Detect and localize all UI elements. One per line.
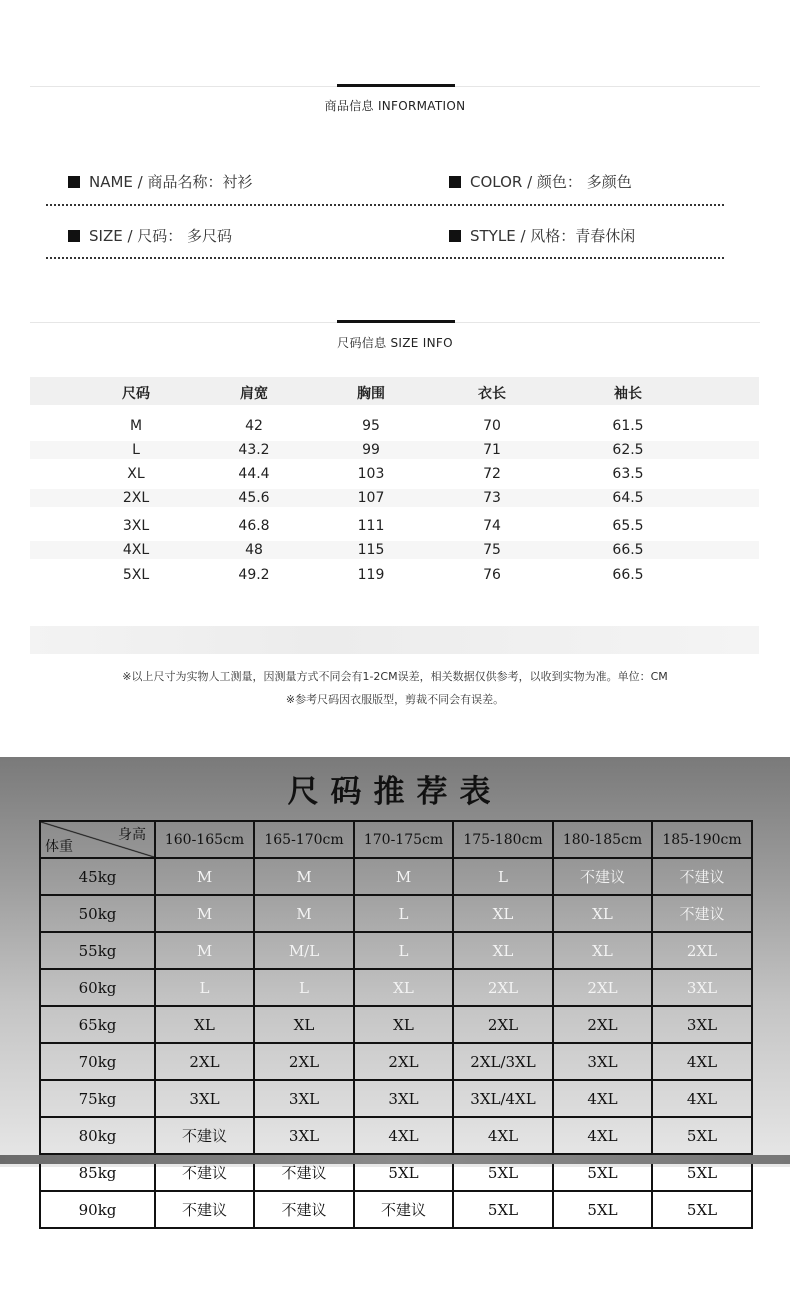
recommend-header-row	[40, 821, 752, 858]
size-value-cell: 70	[483, 418, 501, 434]
size-recommend-cell: 不建议	[254, 1154, 354, 1191]
size-value-cell: 66.5	[612, 542, 644, 558]
size-recommend-cell: 3XL	[652, 969, 752, 1006]
footer-band	[30, 626, 759, 654]
size-recommend-cell: L	[155, 969, 254, 1006]
size-section-title: 尺码信息 SIZE INFO	[337, 336, 453, 350]
size-value-cell: 62.5	[612, 442, 644, 458]
size-recommend-cell: 3XL	[254, 1080, 354, 1117]
size-recommend-cell: 不建议	[354, 1191, 453, 1228]
size-recommend-cell: 2XL	[553, 1006, 652, 1043]
size-value-cell: 75	[483, 542, 501, 558]
size-label-cell: 5XL	[122, 567, 150, 583]
size-recommend-cell: 5XL	[652, 1154, 752, 1191]
size-value-cell: 76	[483, 567, 501, 583]
size-recommend-cell: XL	[155, 1006, 254, 1043]
size-recommend-cell: 2XL	[155, 1043, 254, 1080]
corner-cell	[40, 821, 155, 858]
info-size	[68, 225, 232, 246]
size-col-header: 尺码	[122, 386, 150, 402]
size-recommend-cell: M	[155, 895, 254, 932]
size-recommend-cell: 3XL	[155, 1080, 254, 1117]
size-value-cell: 71	[483, 442, 501, 458]
size-recommend-cell: 4XL	[453, 1117, 553, 1154]
size-recommend-cell: 4XL	[553, 1117, 652, 1154]
title-accent-bar	[337, 84, 455, 87]
size-recommend-cell: 2XL	[354, 1043, 453, 1080]
weight-cell: 45kg	[40, 858, 155, 895]
size-recommend-cell: 5XL	[652, 1117, 752, 1154]
size-value-cell: 74	[483, 518, 501, 534]
size-recommend-cell: 不建议	[652, 895, 752, 932]
weight-cell: 85kg	[40, 1154, 155, 1191]
size-recommend-cell: M	[354, 858, 453, 895]
size-recommend-cell: 3XL	[354, 1080, 453, 1117]
size-recommend-cell: 5XL	[553, 1191, 652, 1228]
weight-cell: 75kg	[40, 1080, 155, 1117]
size-recommend-cell: XL	[354, 1006, 453, 1043]
size-recommend-cell: 不建议	[155, 1117, 254, 1154]
size-recommend-cell: 3XL	[652, 1006, 752, 1043]
info-name	[68, 171, 253, 192]
size-value-cell: 72	[483, 466, 501, 482]
weight-cell: 55kg	[40, 932, 155, 969]
info-color-text: COLOR / 颜色： 多颜色	[470, 173, 632, 191]
info-style-text: STYLE / 风格：青春休闲	[470, 227, 636, 245]
size-value-cell: 119	[357, 567, 385, 583]
title-accent-bar	[337, 320, 455, 323]
size-recommend-cell: 4XL	[652, 1043, 752, 1080]
height-header: 170-175cm	[354, 821, 453, 858]
size-value-cell: 66.5	[612, 567, 644, 583]
bullet-square-icon	[449, 176, 461, 188]
size-recommend-cell: XL	[553, 895, 652, 932]
size-label-cell: L	[132, 442, 140, 458]
corner-weight-label: 体重	[45, 839, 73, 855]
size-recommend-cell: 2XL	[553, 969, 652, 1006]
size-value-cell: 44.4	[238, 466, 270, 482]
recommend-row	[40, 1191, 752, 1228]
height-header: 180-185cm	[553, 821, 652, 858]
weight-cell: 50kg	[40, 895, 155, 932]
size-value-cell: 103	[357, 466, 385, 482]
size-recommend-cell: 2XL	[453, 969, 553, 1006]
size-value-cell: 115	[357, 542, 385, 558]
size-recommend-cell: M	[254, 858, 354, 895]
size-label-cell: 2XL	[122, 490, 150, 506]
size-value-cell: 95	[362, 418, 380, 434]
info-name-text: NAME / 商品名称：衬衫	[89, 173, 253, 191]
size-recommend-cell: XL	[453, 932, 553, 969]
height-header: 160-165cm	[155, 821, 254, 858]
size-recommend-cell: XL	[254, 1006, 354, 1043]
measure-note: ※以上尺寸为实物人工测量，因测量方式不同会有1-2CM误差，相关数据仅供参考，以收到实物为准。单位：CM	[122, 670, 668, 683]
bullet-square-icon	[449, 230, 461, 242]
size-value-cell: 63.5	[612, 466, 644, 482]
size-value-cell: 111	[357, 518, 385, 534]
size-value-cell: 64.5	[612, 490, 644, 506]
size-value-cell: 73	[483, 490, 501, 506]
size-recommend-cell: 5XL	[652, 1191, 752, 1228]
weight-cell: 65kg	[40, 1006, 155, 1043]
size-recommend-cell: M/L	[254, 932, 354, 969]
size-recommend-cell: 不建议	[155, 1191, 254, 1228]
size-value-cell: 107	[357, 490, 385, 506]
size-recommend-cell: 3XL	[254, 1117, 354, 1154]
recommend-table	[39, 820, 753, 1229]
dotted-divider	[46, 257, 724, 259]
size-recommend-cell: 5XL	[453, 1154, 553, 1191]
height-header: 165-170cm	[254, 821, 354, 858]
dotted-divider	[46, 204, 724, 206]
bullet-square-icon	[68, 176, 80, 188]
size-value-cell: 99	[362, 442, 380, 458]
size-value-cell: 43.2	[238, 442, 270, 458]
size-value-cell: 49.2	[238, 567, 270, 583]
size-recommend-cell: 5XL	[354, 1154, 453, 1191]
size-recommend-cell: 4XL	[354, 1117, 453, 1154]
size-recommend-cell: L	[453, 858, 553, 895]
size-recommend-cell: 不建议	[652, 858, 752, 895]
size-col-header: 胸围	[357, 386, 385, 402]
size-recommend-cell: M	[155, 932, 254, 969]
size-value-cell: 45.6	[238, 490, 270, 506]
recommend-title: 尺码推荐表	[287, 774, 503, 810]
size-value-cell: 48	[245, 542, 263, 558]
weight-cell: 90kg	[40, 1191, 155, 1228]
info-style	[449, 225, 635, 246]
size-col-header: 袖长	[614, 386, 642, 402]
cut-note: ※参考尺码因衣服版型，剪裁不同会有误差。	[285, 693, 505, 706]
info-size-text: SIZE / 尺码： 多尺码	[89, 227, 233, 245]
info-color	[449, 171, 632, 192]
recommend-row	[40, 858, 752, 895]
size-recommend-cell: 2XL	[453, 1006, 553, 1043]
size-recommend-cell: 不建议	[155, 1154, 254, 1191]
size-value-cell: 42	[245, 418, 263, 434]
size-recommend-cell: 2XL	[652, 932, 752, 969]
size-recommend-cell: L	[354, 895, 453, 932]
size-recommend-cell: XL	[354, 969, 453, 1006]
size-label-cell: M	[129, 418, 143, 434]
size-recommend-cell: M	[254, 895, 354, 932]
size-recommend-cell: L	[354, 932, 453, 969]
size-value-cell: 46.8	[238, 518, 270, 534]
corner-height-label: 身高	[118, 827, 146, 843]
size-value-cell: 65.5	[612, 518, 644, 534]
height-header: 175-180cm	[453, 821, 553, 858]
size-col-header: 肩宽	[240, 386, 268, 402]
recommend-row	[40, 932, 752, 969]
recommend-row	[40, 895, 752, 932]
weight-cell: 60kg	[40, 969, 155, 1006]
size-recommend-cell: 5XL	[553, 1154, 652, 1191]
size-recommend-cell: XL	[453, 895, 553, 932]
size-label-cell: XL	[127, 466, 145, 482]
size-recommend-cell: 4XL	[652, 1080, 752, 1117]
size-recommend-cell: M	[155, 858, 254, 895]
size-recommend-cell: 2XL/3XL	[453, 1043, 553, 1080]
size-recommend-cell: XL	[553, 932, 652, 969]
size-recommend-cell: L	[254, 969, 354, 1006]
size-recommend-cell: 不建议	[553, 858, 652, 895]
recommend-row	[40, 1080, 752, 1117]
weight-cell: 70kg	[40, 1043, 155, 1080]
size-recommend-cell: 2XL	[254, 1043, 354, 1080]
bullet-square-icon	[68, 230, 80, 242]
overlay-stripe	[0, 1155, 790, 1164]
size-value-cell: 61.5	[612, 418, 644, 434]
height-header: 185-190cm	[652, 821, 752, 858]
size-label-cell: 4XL	[122, 542, 150, 558]
size-recommend-cell: 3XL	[553, 1043, 652, 1080]
size-recommend-cell: 4XL	[553, 1080, 652, 1117]
size-col-header: 衣长	[478, 386, 506, 402]
recommend-row	[40, 1043, 752, 1080]
size-recommend-cell: 不建议	[254, 1191, 354, 1228]
weight-cell: 80kg	[40, 1117, 155, 1154]
recommend-row	[40, 1117, 752, 1154]
size-label-cell: 3XL	[122, 518, 150, 534]
size-recommend-cell: 5XL	[453, 1191, 553, 1228]
size-recommend-cell: 3XL/4XL	[453, 1080, 553, 1117]
info-section-title: 商品信息 INFORMATION	[324, 99, 466, 113]
recommend-row	[40, 1006, 752, 1043]
recommend-row	[40, 969, 752, 1006]
